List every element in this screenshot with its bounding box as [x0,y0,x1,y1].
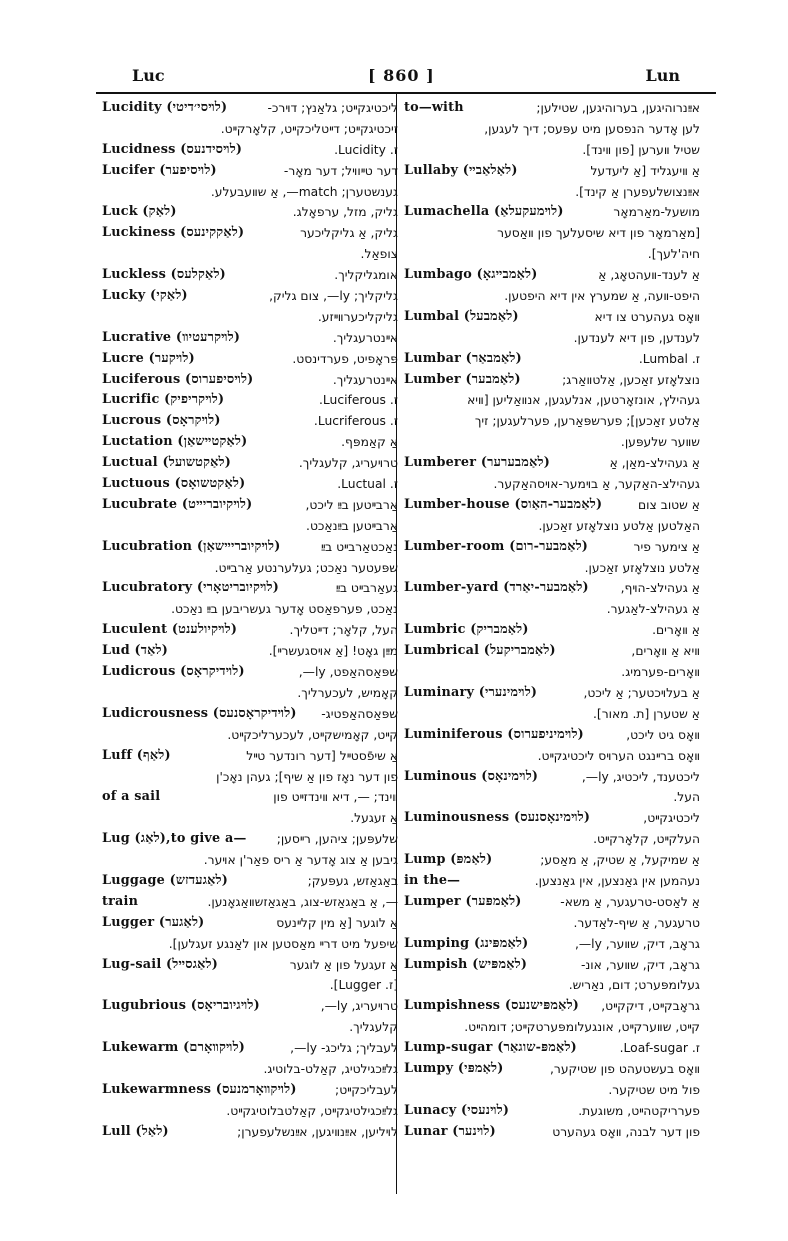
dictionary-entry [102,892,398,913]
definition-text: גענשטערן; match—, אַ שװעבעלע. [210,184,398,199]
definition-text: העלקײט, קלאָרקײט. [593,832,700,847]
page-number: [ 860 ] [368,66,435,85]
definition-text: אַ װאָרים. [652,623,700,638]
entry-headword: Lumpy (לאַמפּי) [404,1060,504,1076]
definition-text: האַלטען אַלטע נוצלאָזע זאַכען. [538,518,700,533]
dictionary-entry [102,620,398,641]
dictionary-entry [102,1080,398,1101]
definition-text: נוצלאָזע זאַכען, אַלטװאַרג; [562,372,700,387]
definition-text: לױליען, אײַנװיגען, אײַנשלעפערן; [237,1124,398,1139]
dictionary-entry [102,265,398,286]
definition-line [102,599,398,620]
dictionary-entry [102,474,398,495]
definition-text: אַלטע נוצלאָזע זאַכען. [584,560,700,575]
right-column [404,98,700,1143]
definition-text: חיה'לעך]. [647,247,700,262]
dictionary-entry [102,704,398,725]
definition-line [102,244,398,265]
definition-line [102,558,398,579]
definition-text: אַ שטערן [ת. מאור]. [593,706,700,721]
entry-phrase: to—with [404,100,464,115]
definition-line [404,787,700,808]
definition-text: אַ זעגעל פון אַ לוגער [289,957,398,972]
dictionary-entry [404,1101,700,1122]
definition-line [404,746,700,767]
entry-headword: Lucrous (לױקראָס) [102,413,221,429]
definition-line [404,286,700,307]
dictionary-entry [102,349,398,370]
definition-line [404,829,700,850]
definition-text: װאָס בעשטעהט פון שטיקער, [549,1061,700,1076]
entry-phrase: of a sail [102,789,161,805]
definition-line [102,934,398,955]
entry-headword: Lumberer (לאַמבערער) [404,455,550,471]
definition-text: שפּאַסהאַפט, ly—, [298,665,398,680]
definition-text: ז. Luctual. [337,477,398,492]
definition-text: מושעל-מאַרמאָר [613,205,700,220]
entry-headword: Lugubrious (לױגיובריאָס) [102,998,260,1014]
entry-headword: Lullaby (לאַלאַבײ) [404,162,518,178]
definition-text: אַרבײטען בײַ ליכט, [305,497,398,512]
definition-text: אומגליקליך. [334,268,398,283]
dictionary-entry [404,641,700,662]
definition-text: װאָרים-פערמיג. [621,665,700,680]
dictionary-entry [404,161,700,182]
dictionary-entry [404,955,700,976]
entry-headword: Lumpish (לאַמפּיש) [404,956,528,972]
definition-text: שטיל װערען [פון װינד]. [582,142,700,157]
definition-line [102,1101,398,1122]
definition-text: אַרבײטען בײַנאַכט. [306,518,398,533]
definition-text: פּראָפיט, פערדינסט. [292,351,398,366]
entry-headword: Lucubration (לױקיובריײשאַן) [102,538,281,554]
definition-text: ליכטיגקײט; גלאַנץ; דױרכ- [267,101,398,115]
definition-line [404,516,700,537]
definition-text: אַ װיעגליד [אַ ליעדעל [590,163,700,178]
dictionary-entry [404,620,700,641]
definition-text: שיפעל מיט דרײ מאַסטען און לאַנגע זעגלען]. [168,936,398,951]
dictionary-entry [404,349,700,370]
definition-text: ז. Luciferous. [318,393,398,408]
entry-headword: Lumpishness (לאַמפּישנעס) [404,998,580,1014]
dictionary-entry [404,1059,700,1080]
definition-line [404,182,700,203]
definition-text: פון דער נאָז פון אַ שיף]; געהן נאָכ'ן [216,769,398,784]
dictionary-entry [102,641,398,662]
definition-text: אײַנרוהיגען, בערוהיגען, שטילען; [536,101,700,115]
entry-headword: Lucrative (לױקרעטיװ) [102,329,241,345]
dictionary-entry [102,537,398,558]
definition-text: קײט, קאָמישקײט, לעכערליכקײט. [227,727,398,742]
definition-line [102,1017,398,1038]
entry-headword: Lumbrical (לאַמבריקעל) [404,643,556,659]
definition-text: גלײַכגילטיג, קאַלט-בלוטיג. [263,1061,398,1076]
dictionary-entry [404,767,700,788]
definition-text: קלעגליך. [349,1020,398,1035]
definition-text: אַ צימער פיר [633,539,700,554]
definition-text: דער טײוױל; דער מאָר- [283,163,398,178]
dictionary-entry [102,746,398,767]
definition-text: גליקליכערװײזע. [317,309,398,324]
definition-text: צופאַל. [360,247,398,262]
entry-headword: Ludicrous (לױדיקראָס) [102,664,245,680]
entry-headword: Lumbago (לאַמבײגאָ) [404,267,538,283]
definition-text: אַלטע זאַכען]; פערשפּאַרען, פערלעגען; זיך [474,414,700,429]
dictionary-entry [102,390,398,411]
definition-text: ליכטענד, ליכטיג, ly—, [581,769,700,784]
dictionary-entry [404,307,700,328]
definition-text: קײט, שװערקײט, אונגעלומפּערטקײט; דומהײט. [464,1020,700,1035]
definition-text: שפּאַסהאַפטיג- [321,706,398,721]
definition-text: אַ לענד-װעהטאָג, אַ [598,268,700,283]
entry-headword: Lucre (לױקער) [102,350,195,366]
entry-headword: Lugger (לאַגער) [102,914,205,930]
definition-text: געהילץ, אונזאָרטען, אנלעגען, אנװאַליען [װיא [467,393,700,408]
definition-line [404,1080,700,1101]
definition-text: היפט-װעה, אַ שמערץ אין דיא היפטען. [504,289,700,304]
definition-line [102,119,398,140]
definition-text: װינד; —, דיא װינדזײט פון [273,790,398,805]
entry-headword: Lunar (לױנער) [404,1123,496,1139]
dictionary-entry [102,98,398,119]
dictionary-entry [404,370,700,391]
definition-text: [ז. Lugger]. [329,978,398,993]
dictionary-entry [102,1122,398,1143]
dictionary-entry [404,892,700,913]
entry-headword: Luminousness (לױמינאָסנעס) [404,810,591,826]
entry-headword: Lumbric (לאַמבריק) [404,622,529,638]
definition-text: גראָב, דיק, שװער, אונ- [580,957,700,972]
entry-headword: Lucubrate (לױקיובריײט) [102,496,253,512]
dictionary-entry [102,662,398,683]
entry-headword: Lucubratory (לױקיובריטאָרי) [102,580,279,596]
definition-text: שפּעטער נאַכט; געלערנטע אַרבײט. [214,560,398,575]
header-rule [96,92,716,94]
definition-text: —, אַ באַגאַזש-צוג, באַגאַזשװאַגאָנען. [207,894,398,909]
entry-headword: Luggage (לאַגעדזש) [102,872,229,888]
definition-text: זיכטיגקײט; דײטליכקײט, קלאָרקײט. [220,121,398,136]
entry-headword: Lucky (לאַקי) [102,288,188,304]
definition-text: אַ געהילצ-הױף, [620,581,700,596]
entry-headword: Luminous (לױמינאָס) [404,768,539,784]
dictionary-entry [102,495,398,516]
entry-headword: Luculent (לױקיולענט) [102,622,238,638]
definition-text: מײַן גאָט! [אַ אױסגעשרײ]. [268,644,398,659]
dictionary-entry [102,787,398,808]
definition-text: ז. Lumbal. [638,351,700,366]
definition-text: אַ לוגער [אַ מין קלײנעס [276,915,398,930]
definition-line [102,516,398,537]
definition-text: גיבען אַ צוג אָדער אַ ריס פאַר'ן אױער. [203,853,398,868]
definition-line [102,975,398,996]
definition-text: גליק, אַ גליקליכער [300,226,398,241]
definition-text: װאָס געהערט צו דיא [594,309,700,324]
entry-headword: Lug-sail (לאַגסײל) [102,956,219,972]
definition-text: טרױעריג, קלעגליך. [298,456,398,471]
dictionary-entry [102,829,398,850]
definition-text: װאָס גיט ליכט, [626,727,700,742]
entry-phrase: in the— [404,872,461,888]
left-column [102,98,398,1143]
dictionary-entry [102,223,398,244]
definition-line [102,683,398,704]
definition-text: [מאַרמאָר פון דיא שיסעלעך פון װאַסער [497,226,700,241]
definition-line [102,850,398,871]
definition-text: נעהמען אין גאַנצען, אין גאַנצען. [534,873,700,888]
definition-line [102,808,398,829]
definition-text: לענדען, פון דיא לענדען. [573,330,700,345]
definition-text: אַ בעלױכטער; אַ ליכט, [583,685,700,700]
definition-text: פול מיט שטיקער. [608,1082,700,1097]
definition-text: גליק, מזל, ערפאָלג. [292,205,398,220]
definition-line [404,975,700,996]
definition-line [102,182,398,203]
dictionary-entry [102,913,398,934]
definition-text: אײַנצושלעפערן אַ קינד]. [575,184,700,199]
definition-text: העל, קלאָר; דײטליך. [289,623,398,638]
definition-text: לעבליך; גליכג- ly—, [290,1041,398,1056]
definition-text: גלײַכגילטיגקײט, קאַלטבלוטיגקײט. [226,1103,398,1118]
dictionary-entry [404,850,700,871]
dictionary-entry [102,328,398,349]
definition-text: אײנטרעגליך. [332,330,398,345]
entry-headword: Luctation (לאַקטײשאַן) [102,434,248,450]
definition-text: פון דער לבנה, װאָס געהערט [552,1124,700,1139]
definition-text: שלעפּען; ציהען, רײסען; [276,832,398,847]
dictionary-entry [102,578,398,599]
definition-text: העל. [673,790,700,805]
definition-text: באַגאַזש, געפּעק; [307,873,398,888]
entry-headword: Lukewarm (לױקװאָרם) [102,1040,246,1056]
definition-line [404,140,700,161]
definition-line [404,599,700,620]
definition-line [404,662,700,683]
definition-text: לעבליכקײט; [335,1082,398,1097]
dictionary-entry [404,495,700,516]
definition-line [102,307,398,328]
entry-headword: Lukewarmness (לױקװאָרמנעס) [102,1081,297,1097]
page-header [96,66,716,94]
definition-text: געהילצ-האַקער, אַ בױמער-אױסהאַקער. [493,477,700,492]
definition-text: ז. Lucidity. [334,142,398,157]
dictionary-entry [404,934,700,955]
definition-text: נאַכטאַרבײט בײַ [320,539,398,554]
definition-line [404,119,700,140]
dictionary-entry [404,808,700,829]
definition-text: אַ קאַמפּף. [341,435,398,450]
entry-headword: Lumper (לאַמפּער) [404,893,522,909]
definition-text: נאַכט, פערפאַסט אָדער געשריבען בײַ נאַכט. [171,602,398,617]
definition-text: אַ זעגעל. [350,811,398,826]
entry-headword: Luff (לאַף) [102,747,171,763]
dictionary-entry [102,871,398,892]
definition-text: גליקליך; ly—, צום גליק, [269,289,398,304]
entry-headword: Ludicrousness (לױדיקראָסנעס) [102,705,297,721]
dictionary-entry [404,1122,700,1143]
dictionary-entry [404,683,700,704]
definition-text: טרעגער, אַ שיף-לאַדער. [573,915,700,930]
header-left-guide: Luc [132,66,165,85]
dictionary-entry [404,453,700,474]
entry-headword: Luckiness (לאַקקינעס) [102,225,245,241]
dictionary-entry [102,286,398,307]
definition-line [404,390,700,411]
dictionary-entry [404,202,700,223]
entry-headword: Luminary (לױמינערי) [404,684,538,700]
definition-text: לען אָדער הנפסען מיט עפּעס; דיך לעגען, [484,121,700,136]
entry-headword: Lumachella (לױמעקעלאַ) [404,204,564,220]
definition-line [404,704,700,725]
dictionary-entry [404,725,700,746]
definition-text: געאַרבײט בײַ [335,581,398,596]
definition-line [404,244,700,265]
dictionary-entry [102,202,398,223]
dictionary-page [96,66,716,1196]
definition-text: גראָבקײט, דיקקײט, [601,999,700,1014]
definition-text: װיא אַ װאָרים, [631,644,700,659]
definition-text: אַ שיפֿסטײל [דער רונדער טײל [246,748,398,763]
entry-headword: Luckless (לאַקלעס) [102,267,226,283]
definition-line [404,1017,700,1038]
entry-headword: Lucidness (לױסידנעס) [102,141,243,157]
definition-text: אַ שטוב צום [638,497,700,512]
definition-line [404,474,700,495]
entry-headword: Lumbar (לאַמבאַר) [404,350,522,366]
dictionary-entry [404,578,700,599]
definition-text: שװער שלעפּען. [620,435,700,450]
definition-text: ז. Lucriferous. [313,414,398,429]
dictionary-entry [404,98,700,119]
definition-line [404,558,700,579]
entry-headword: Lud (לאַד) [102,643,168,659]
dictionary-entry [102,411,398,432]
dictionary-entry [102,453,398,474]
entry-headword: Luctuous (לאַקטשואָס) [102,476,246,492]
entry-headword: Lump-sugar (לאַמפּ-שוגאַר) [404,1040,577,1056]
entry-headword: Lucrific (לױקריפיק) [102,392,225,408]
entry-headword: Lumber-room (לאַמבער-רום) [404,538,589,554]
definition-text: װאָס ברײנגט הערױס ליכטיגקײט. [537,748,700,763]
dictionary-entry [102,996,398,1017]
definition-line [404,223,700,244]
entry-headword: Lumping (לאַמפּינג) [404,935,529,951]
entry-headword: Lucidity (לױסי׳דיטי) [102,100,228,115]
entry-headword: Lumber-yard (לאַמבער-יאַרד) [404,580,589,596]
definition-line [404,913,700,934]
definition-line [404,411,700,432]
dictionary-entry [102,432,398,453]
definition-text: אַ לאַסט-טרעגער, אַ משא- [560,894,700,909]
definition-text: טרױעריג, ly—, [320,999,398,1014]
dictionary-entry [404,537,700,558]
dictionary-entry [404,996,700,1017]
definition-text: ליכטיגקײט, [643,811,700,826]
definition-line [102,1059,398,1080]
entry-headword: Luminiferous (לױמיניפערוס) [404,726,584,742]
definition-line [102,725,398,746]
definition-line [404,328,700,349]
definition-text: געלומפּערט; דום, נאַריש. [568,978,700,993]
dictionary-entry [102,140,398,161]
entry-phrase: train [102,893,139,909]
entry-headword: Lull (לאַל) [102,1123,169,1139]
dictionary-entry [404,871,700,892]
definition-text: פערריקטהײט, משוגעת. [578,1103,700,1118]
definition-line [404,432,700,453]
dictionary-entry [102,955,398,976]
definition-text: אַ שמיקעל, אַ שטיק, אַ מאַסע; [540,853,700,868]
definition-text: אַ געהילצ-מאַן, אַ [609,456,700,471]
header-right-guide: Lun [645,66,680,85]
entry-headword: Lumber-house (לאַמבער-האַוס) [404,496,603,512]
entry-headword: Lumber (לאַמבער) [404,371,521,387]
entry-headword: Lunacy (לױנעסי) [404,1102,510,1118]
dictionary-entry [404,1038,700,1059]
definition-text: גראָב, דיק, שװער, ly—, [574,936,700,951]
definition-line [102,767,398,788]
entry-headword: Lumbal (לאַמבעל) [404,308,519,324]
entry-headword: Luciferous (לױסיפערוס) [102,371,254,387]
definition-text: קאָמיש, לעכערליך. [297,685,398,700]
definition-text: אײנטרעגליך. [332,372,398,387]
entry-headword: Lug (לאַג),to give a— [102,831,247,847]
entry-headword: Lump (לאַמפּ) [404,852,493,868]
dictionary-entry [404,265,700,286]
entry-headword: Luck (לאַק) [102,204,177,220]
entry-headword: Luctual (לאַקטשועל) [102,455,231,471]
dictionary-entry [102,161,398,182]
dictionary-entry [102,1038,398,1059]
definition-text: ז. Loaf-sugar. [619,1041,700,1056]
dictionary-entry [102,370,398,391]
definition-text: אַ געהילצ-לאַגער. [606,602,700,617]
entry-headword: Lucifer (לױסיפער) [102,162,217,178]
